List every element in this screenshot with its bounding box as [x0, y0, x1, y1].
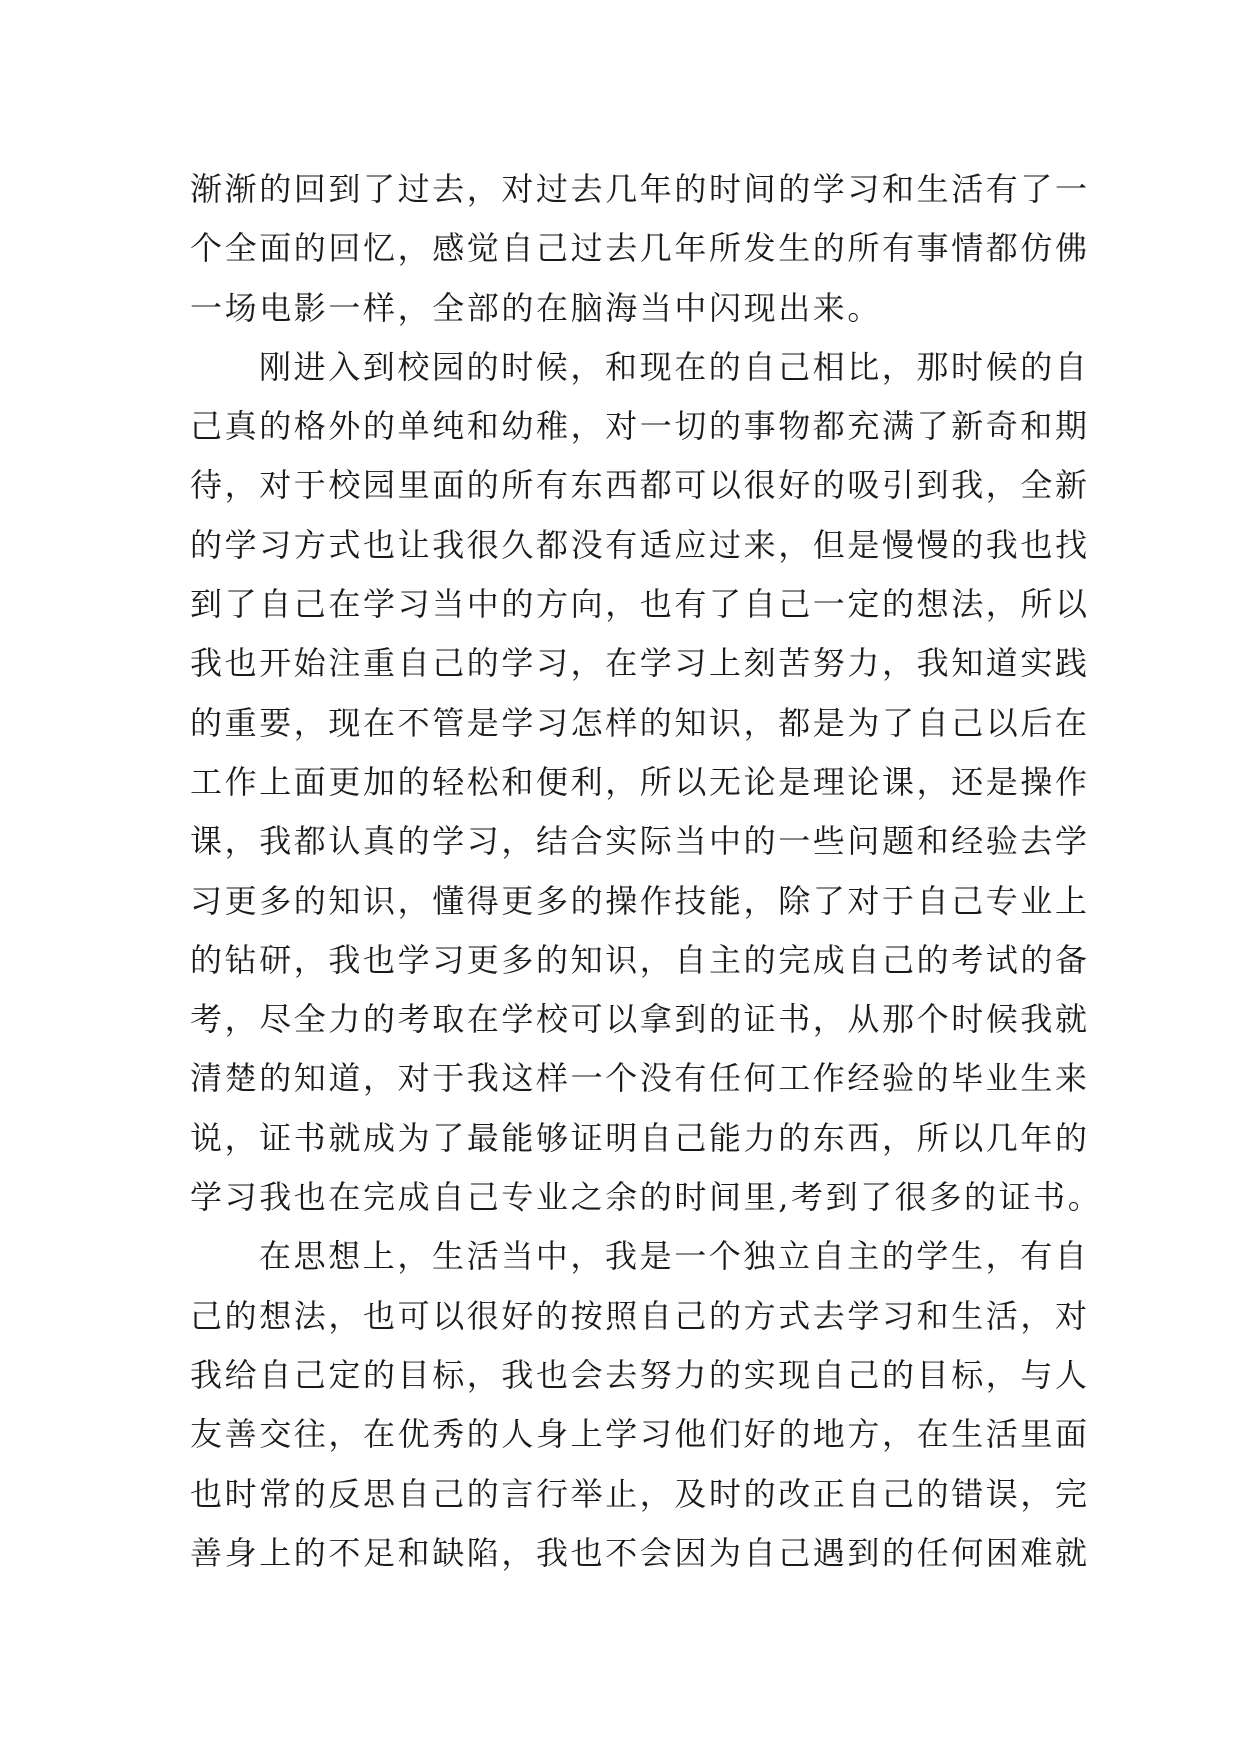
text-line: 渐渐的回到了过去，对过去几年的时间的学习和生活有了一: [190, 170, 1090, 208]
text-line: 我给自己定的目标，我也会去努力的实现自己的目标，与人: [190, 1355, 1090, 1394]
text-line: 友善交往，在优秀的人身上学习他们好的地方，在生活里面: [190, 1415, 1090, 1454]
paragraph-3: [190, 1227, 1090, 1583]
text-line: 的钻研，我也学习更多的知识，自主的完成自己的考试的备: [190, 940, 1090, 979]
text-line: 到了自己在学习当中的方向，也有了自己一定的想法，所以: [190, 585, 1090, 624]
text-line: 清楚的知道，对于我这样一个没有任何工作经验的毕业生来: [190, 1059, 1090, 1098]
text-line: 刚进入到校园的时候，和现在的自己相比，那时候的自: [259, 347, 1090, 386]
text-line: 习更多的知识，懂得更多的操作技能，除了对于自己专业上: [190, 881, 1090, 920]
text-line: 学习我也在完成自己专业之余的时间里,考到了很多的证书。: [190, 1178, 1103, 1217]
text-line: 个全面的回忆，感觉自己过去几年所发生的所有事情都仿佛: [190, 229, 1090, 268]
text-line: 待，对于校园里面的所有东西都可以很好的吸引到我，全新: [190, 466, 1090, 505]
text-line: 说，证书就成为了最能够证明自己能力的东西，所以几年的: [190, 1118, 1090, 1157]
text-line: 的重要，现在不管是学习怎样的知识，都是为了自己以后在: [190, 703, 1090, 742]
text-line: 善身上的不足和缺陷，我也不会因为自己遇到的任何困难就: [190, 1533, 1090, 1572]
text-line: 己真的格外的单纯和幼稚，对一切的事物都充满了新奇和期: [190, 407, 1090, 446]
text-line: 一场电影一样，全部的在脑海当中闪现出来。: [190, 288, 883, 327]
text-line: 考，尽全力的考取在学校可以拿到的证书，从那个时候我就: [190, 1000, 1090, 1039]
document-body: [190, 160, 1103, 1583]
text-line: 在思想上，生活当中，我是一个独立自主的学生，有自: [259, 1237, 1090, 1276]
paragraph-1: [190, 160, 1090, 338]
text-line: 课，我都认真的学习，结合实际当中的一些问题和经验去学: [190, 822, 1090, 861]
text-line: 工作上面更加的轻松和便利，所以无论是理论课，还是操作: [190, 762, 1090, 801]
text-line: 的学习方式也让我很久都没有适应过来，但是慢慢的我也找: [190, 525, 1090, 564]
text-line: 己的想法，也可以很好的按照自己的方式去学习和生活，对: [190, 1296, 1090, 1335]
text-line: 也时常的反思自己的言行举止，及时的改正自己的错误，完: [190, 1474, 1090, 1513]
text-line: 我也开始注重自己的学习，在学习上刻苦努力，我知道实践: [190, 644, 1090, 683]
paragraph-2: [190, 338, 1103, 1227]
